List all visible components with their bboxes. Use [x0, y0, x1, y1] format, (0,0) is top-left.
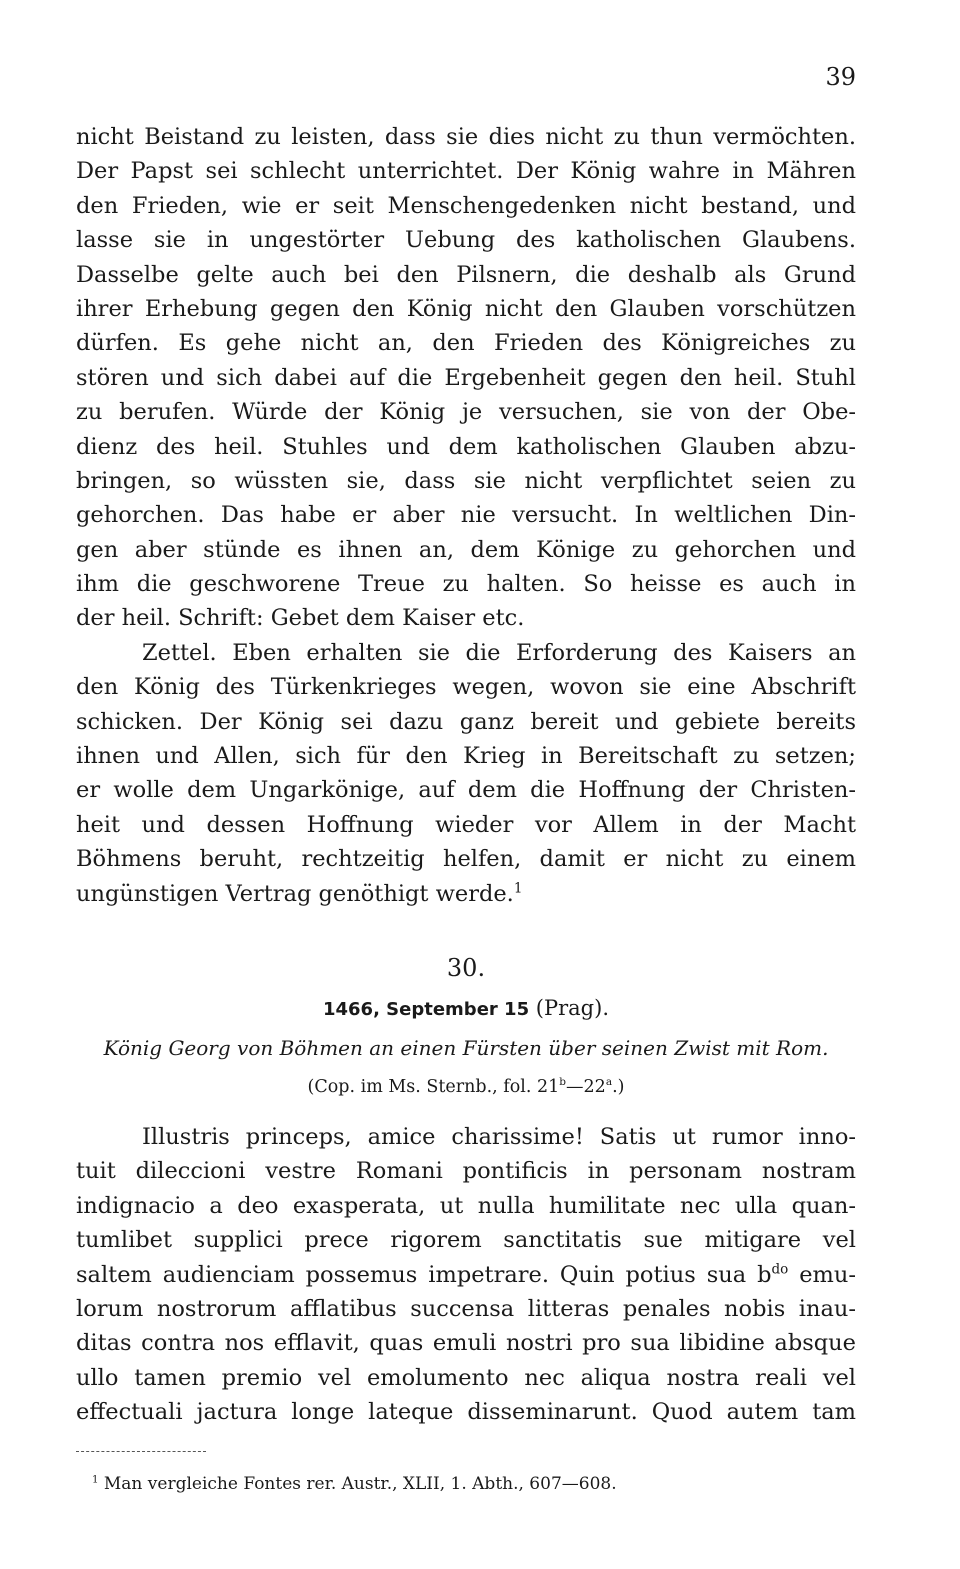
text-line: [76, 1258, 856, 1292]
abbreviation-superscript: do: [771, 1261, 789, 1278]
latin-letter: [76, 1120, 856, 1430]
document-source: [76, 1072, 856, 1102]
footnote: [92, 1470, 617, 1498]
footnote-divider: [76, 1451, 206, 1452]
text-line: ditas contra nos efflavit, quas emuli nostri pro sua libidine absque: [76, 1330, 856, 1357]
text-line: der heil. Schrift: Gebet dem Kaiser etc.: [76, 605, 525, 632]
text-line: dienz des heil. Stuhles und dem katholischen Glauben abzu-: [76, 433, 856, 460]
text-line: gehorchen. Das habe er aber nie versucht. In weltlichen Din-: [76, 502, 856, 529]
text-line: ihrer Erhebung gegen den König nicht den Glauben vorschützen: [76, 295, 856, 322]
text-line: tuit dileccioni vestre Romani pontificis in personam nostram: [76, 1158, 856, 1185]
text-line: effectuali jactura longe lateque disseminarunt. Quod autem tam: [76, 1399, 856, 1426]
footnote-text: Man vergleiche Fontes rer. Austr., XLII, 1. Abth., 607—608.: [103, 1474, 617, 1494]
text-line-content: ungünstigen Vertrag genöthigt werde.: [76, 880, 514, 907]
document-date-bold: 1466, September 15: [322, 999, 530, 1020]
text-line: ihnen und Allen, sich für den Krieg in Bereitschaft zu setzen;: [76, 743, 856, 770]
text-line-part: emu-: [788, 1261, 856, 1288]
document-date: [76, 992, 856, 1026]
text-line: [76, 877, 856, 911]
text-line: den Frieden, wie er seit Menschengedenken nicht bestand, und: [76, 192, 856, 219]
footnote-reference: 1: [513, 880, 523, 897]
document-heading: König Georg von Böhmen an einen Fürsten über seinen Zwist mit Rom.: [103, 1036, 829, 1060]
text-line: heit und dessen Hoffnung wieder vor Allem in der Macht: [76, 811, 856, 838]
text-line: Böhmens beruht, rechtzeitig helfen, damit er nicht zu einem: [76, 846, 856, 873]
text-line: Illustris princeps, amice charissime! Satis ut rumor inno-: [142, 1124, 856, 1150]
text-line: stören und sich dabei auf die Ergebenheit gegen den heil. Stuhl: [76, 364, 856, 391]
text-line: indignacio a deo exasperata, ut nulla humilitate nec ulla quan-: [76, 1192, 856, 1219]
source-sup-b: b: [559, 1076, 567, 1089]
text-line: bringen, so wüssten sie, dass sie nicht verpflichtet seien zu: [76, 467, 856, 494]
text-line: ullo tamen premio vel emolumento nec aliqua nostra reali vel: [76, 1364, 856, 1391]
text-line: gen aber stünde es ihnen an, dem Könige zu gehorchen und: [76, 536, 856, 563]
text-line: den König des Türkenkrieges wegen, wovon sie eine Abschrift: [76, 674, 856, 701]
text-line: tumlibet supplici prece rigorem sanctitatis sue mitigare vel: [76, 1227, 856, 1254]
document-place: (Prag).: [535, 996, 609, 1020]
text-line: zu berufen. Würde der König je versuchen, sie von der Obe-: [76, 399, 856, 426]
source-suffix: .): [612, 1077, 625, 1097]
text-line: nicht Beistand zu leisten, dass sie dies nicht zu thun vermöchten.: [76, 124, 856, 150]
text-line: Der Papst sei schlecht unterrichtet. Der König wahre in Mähren: [76, 158, 856, 185]
text-line-part: saltem audienciam possemus impetrare. Quin potius sua b: [76, 1261, 772, 1288]
document-number: 30.: [446, 954, 486, 982]
text-line: Zettel. Eben erhalten sie die Erforderung des Kaisers an: [142, 639, 856, 666]
text-line: schicken. Der König sei dazu ganz bereit und gebiete bereits: [76, 708, 856, 735]
source-sup-a: a: [605, 1076, 613, 1089]
summary-paragraph: [76, 120, 856, 911]
text-line: dürfen. Es gehe nicht an, den Frieden des Königreiches zu: [76, 330, 856, 357]
text-line: lorum nostrorum afflatibus succensa litteras penales nobis inau-: [76, 1295, 856, 1322]
page-number: 39: [825, 63, 856, 91]
text-line: lasse sie in ungestörter Uebung des katholischen Glaubens.: [76, 227, 856, 254]
source-prefix: (Cop. im Ms. Sternb., fol. 21: [307, 1077, 560, 1097]
text-line: ihm die geschworene Treue zu halten. So heisse es auch in: [76, 571, 856, 598]
footnote-marker: 1: [92, 1474, 99, 1486]
source-dash: —22: [566, 1077, 606, 1097]
text-line: Dasselbe gelte auch bei den Pilsnern, die deshalb als Grund: [76, 261, 856, 288]
text-line: er wolle dem Ungarkönige, auf dem die Hoffnung der Christen-: [76, 777, 856, 804]
